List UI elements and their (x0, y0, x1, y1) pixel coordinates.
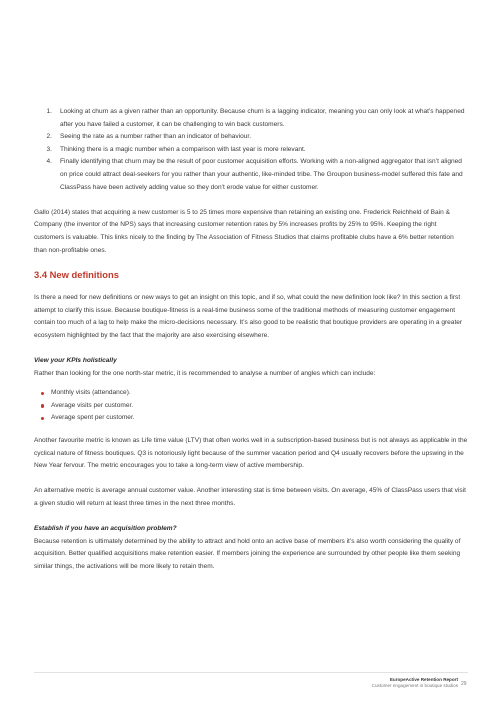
paragraph-ltv: Another favourite metric is known as Life time value (LTV) that often works well in a subscription-based business but is not always as applicable in the cyclical nature of fitness boutiques. Q3 is notoriously light because of the summer vacation period and Q4 usually recovers before the upswing in the New Year fervour. The metric encourages you to take a long-term view of active membership. (34, 437, 468, 470)
list-item (34, 131, 468, 144)
paragraph-gallo: Gallo (2014) states that acquiring a new customer is 5 to 25 times more expensive than retaining an existing one. Frederick Reichheld of Bain & Company (the inventor of the NPS) says that increasing customer retention rates by 5% increases profits by 25% to 95%. Keeping the right customers is valuable. This links nicely to the finding by The Association of Fitness Studios that claims profitable clubs have a 6% better retention than non-profitable ones. (34, 208, 454, 254)
footer-report-title: EuropeActive Retention Report (389, 677, 458, 682)
bullet-text: Average spent per customer. (51, 414, 135, 422)
footer-divider (34, 672, 468, 673)
list-number: 2. (46, 133, 52, 141)
list-item (34, 156, 468, 194)
list-number: 3. (46, 145, 52, 153)
bullet-text: Average visits per customer. (51, 401, 134, 409)
list-item-text: Seeing the rate as a number rather than an indicator of behaviour. (60, 133, 252, 141)
list-number: 4. (46, 158, 52, 166)
footer (372, 677, 458, 690)
bullet-dot-icon (41, 417, 44, 420)
list-item-text: Thinking there is a magic number when a comparison with last year is more relevant. (60, 145, 306, 153)
bullet-dot-icon (41, 404, 44, 407)
page-number: 29 (461, 681, 467, 687)
footer-report-subtitle: Customer engagement in boutique studios (371, 683, 458, 689)
bullet-item (34, 412, 468, 425)
paragraph-kpis: Rather than looking for the one north-star metric, it is recommended to analyse a number of angles which can include: (34, 369, 376, 377)
paragraph-average-value: An alternative metric is average annual customer value. Another interesting stat is time between visits. On average, 45% of ClassPass users that visit a given studio will return at least three times in the next three months. (34, 487, 466, 508)
list-item (34, 106, 468, 131)
section-heading: 3.4 New definitions (34, 269, 119, 281)
list-item-text: Finally identifying that churn may be the result of poor customer acquisition efforts. Working with a non-aligned aggregator that isn’t aligned on price could attract deal-seekers for you rather than your authentic, like-minded tribe. The Groupon business-model suffered this fate and ClassPass have been actively adding value so they don’t erode value for either customer. (60, 158, 463, 191)
list-item (34, 144, 468, 157)
paragraph-acquisition: Because retention is ultimately determined by the ability to attract and hold onto an active base of members it’s also worth considering the quality of acquisition. Better qualified acquisitions make retention easier. If members joining the experience are surrounded by other people like them seeking similar things, the activations will be more likely to retain them. (34, 537, 461, 570)
bullet-text: Monthly visits (attendance). (51, 389, 131, 397)
bullet-dot-icon (41, 392, 44, 395)
body-content (34, 106, 468, 574)
list-item-text: Looking at churn as a given rather than an opportunity. Because churn is a lagging indicator, meaning you can only look at what’s happened after you have failed a customer, it can be challenging to win back customers. (60, 108, 465, 128)
subheading-kpis: View your KPIs holistically (34, 357, 117, 365)
bullet-list (34, 387, 468, 425)
numbered-list (34, 106, 468, 194)
bullet-item (34, 400, 468, 413)
paragraph-intro: Is there a need for new definitions or new ways to get an insight on this topic, and if so, what could the new definition look like? In this section a first attempt to clarify this issue. Because boutique-fitness is a real-time business some of the traditional methods of measuring customer engagement contain too much of a lag to help make the micro-decisions necessary. It’s also good to be realistic that boutique providers are operating in a greater ecosystem highlighted by the fact that the majority are also exercising elsewhere. (34, 294, 463, 339)
bullet-item (34, 387, 468, 400)
list-number: 1. (46, 108, 52, 115)
subheading-acquisition: Establish if you have an acquisition problem? (34, 525, 177, 533)
